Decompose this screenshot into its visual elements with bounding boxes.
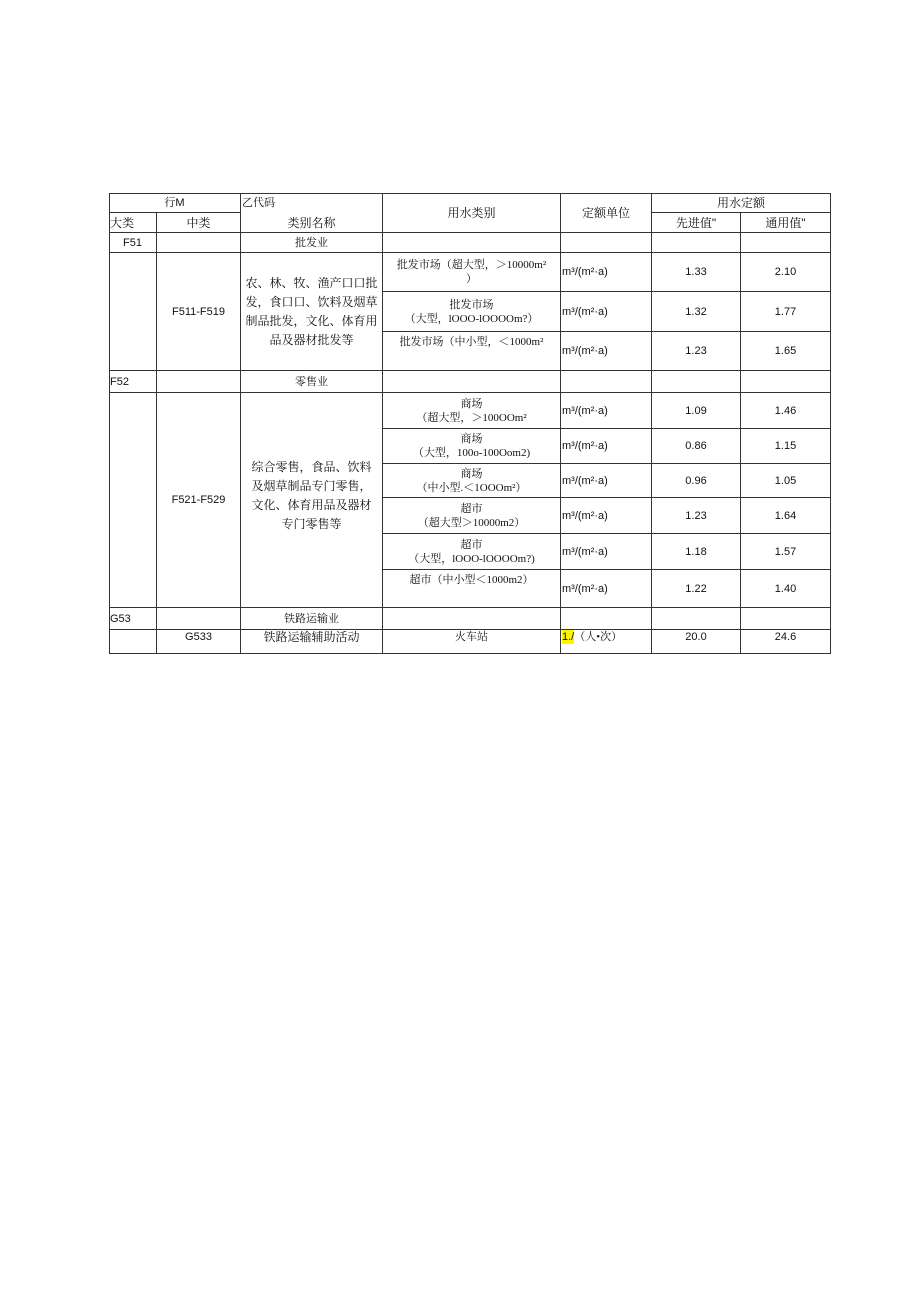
f521-item-general: 1.15 bbox=[741, 429, 831, 464]
f521-item-unit: m³/(m²·a) bbox=[561, 534, 652, 570]
f52-unit bbox=[561, 371, 652, 393]
header-middle: 中类 bbox=[157, 213, 241, 233]
g53-major: G53 bbox=[109, 608, 157, 630]
g533-unit bbox=[561, 630, 652, 654]
g53-general bbox=[741, 608, 831, 630]
f521-item-unit: m³/(m²·a) bbox=[561, 429, 652, 464]
g53-advanced bbox=[652, 608, 741, 630]
f51-advanced bbox=[652, 233, 741, 253]
f51-middle bbox=[157, 233, 241, 253]
f521-item-advanced: 1.22 bbox=[652, 570, 741, 608]
f521-item-type: 超市 （超大型＞10000m2） bbox=[383, 498, 561, 534]
f511-item-general: 1.77 bbox=[741, 292, 831, 332]
header-general: 通用值" bbox=[741, 213, 831, 233]
f521-item-general: 1.64 bbox=[741, 498, 831, 534]
g53-name: 铁路运输业 bbox=[241, 608, 383, 630]
f521-item-advanced: 0.86 bbox=[652, 429, 741, 464]
f511-item-type: 批发市场（超大型，＞10000m² ） bbox=[383, 253, 561, 292]
g53-unit bbox=[561, 608, 652, 630]
g533-unit-highlight: 1./ bbox=[562, 631, 575, 643]
f52-major: F52 bbox=[109, 371, 157, 393]
f521-item-general: 1.57 bbox=[741, 534, 831, 570]
f521-major bbox=[109, 393, 157, 608]
f521-name: 综合零售，食品、饮料 及烟草制品专门零售， 文化、体育用品及器材 专门零售等 bbox=[241, 393, 383, 608]
f51-major: F51 bbox=[109, 233, 157, 253]
g533-name: 铁路运输辅助活动 bbox=[241, 630, 383, 654]
header-category-name: 类别名称 bbox=[241, 213, 383, 233]
header-group: 行M bbox=[109, 193, 241, 213]
f511-item-general: 2.10 bbox=[741, 253, 831, 292]
g533-general: 24.6 bbox=[741, 630, 831, 654]
f52-advanced bbox=[652, 371, 741, 393]
f511-item-advanced: 1.23 bbox=[652, 332, 741, 371]
f521-item-unit: m³/(m²·a) bbox=[561, 570, 652, 608]
f511-item-type: 批发市场（中小型，＜1000m² bbox=[383, 332, 561, 371]
water-quota-table bbox=[109, 193, 831, 654]
header-code: 乙代码 bbox=[241, 193, 383, 213]
f521-item-advanced: 1.09 bbox=[652, 393, 741, 429]
f51-type bbox=[383, 233, 561, 253]
f521-item-type: 超市 （大型，lOOO-lOOOOm?) bbox=[383, 534, 561, 570]
header-advanced: 先进值" bbox=[652, 213, 741, 233]
g533-major bbox=[109, 630, 157, 654]
f521-item-general: 1.46 bbox=[741, 393, 831, 429]
f52-middle bbox=[157, 371, 241, 393]
f511-item-unit: m³/(m²·a) bbox=[561, 292, 652, 332]
f511-item-unit: m³/(m²·a) bbox=[561, 332, 652, 371]
g533-advanced: 20.0 bbox=[652, 630, 741, 654]
header-major: 大类 bbox=[109, 213, 157, 233]
f521-item-type: 商场 （中小型.＜1OOOm²） bbox=[383, 464, 561, 498]
f511-item-advanced: 1.32 bbox=[652, 292, 741, 332]
f52-name: 零售业 bbox=[241, 371, 383, 393]
f511-name: 农、林、牧、渔产口口批 发，食口口、饮料及烟草 制品批发，文化、体育用 品及器材批发等 bbox=[241, 253, 383, 371]
f511-middle: F511-F519 bbox=[157, 253, 241, 371]
f52-general bbox=[741, 371, 831, 393]
g533-unit-rest: （人•次） bbox=[574, 631, 623, 643]
f521-item-unit: m³/(m²·a) bbox=[561, 498, 652, 534]
f521-item-advanced: 1.18 bbox=[652, 534, 741, 570]
f521-item-type: 商场 （超大型，＞100OOm² bbox=[383, 393, 561, 429]
header-quota: 用水定额 bbox=[652, 193, 831, 213]
header-unit: 定额单位 bbox=[561, 193, 652, 233]
f521-item-general: 1.05 bbox=[741, 464, 831, 498]
f521-item-general: 1.40 bbox=[741, 570, 831, 608]
g533-middle: G533 bbox=[157, 630, 241, 654]
f51-unit bbox=[561, 233, 652, 253]
f511-item-type: 批发市场 （大型，lOOO-lOOOOm?） bbox=[383, 292, 561, 332]
g53-type bbox=[383, 608, 561, 630]
f521-item-advanced: 1.23 bbox=[652, 498, 741, 534]
f511-item-unit: m³/(m²·a) bbox=[561, 253, 652, 292]
f511-item-advanced: 1.33 bbox=[652, 253, 741, 292]
f511-major bbox=[109, 253, 157, 371]
f51-name: 批发业 bbox=[241, 233, 383, 253]
f51-general bbox=[741, 233, 831, 253]
g533-type: 火车站 bbox=[383, 630, 561, 654]
f511-item-general: 1.65 bbox=[741, 332, 831, 371]
f521-middle: F521-F529 bbox=[157, 393, 241, 608]
f52-type bbox=[383, 371, 561, 393]
f521-item-unit: m³/(m²·a) bbox=[561, 393, 652, 429]
g53-middle bbox=[157, 608, 241, 630]
f521-item-type: 超市（中小型＜1000m2） bbox=[383, 570, 561, 608]
f521-item-advanced: 0.96 bbox=[652, 464, 741, 498]
header-water-type: 用水类别 bbox=[383, 193, 561, 233]
f521-item-type: 商场 （大型，100o-100Oom2) bbox=[383, 429, 561, 464]
f521-item-unit: m³/(m²·a) bbox=[561, 464, 652, 498]
